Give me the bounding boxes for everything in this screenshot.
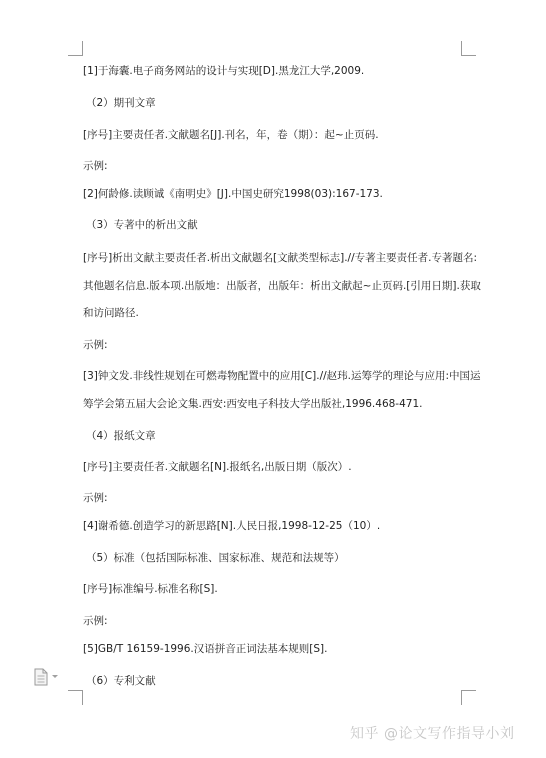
format-rule-book-chapter-line-1: [序号]析出文献主要责任者.析出文献题名[文献类型标志].//专著主要责任者.专著题名:: [83, 252, 478, 264]
margin-corner-top-left: [68, 41, 83, 56]
section-heading-patent: （6）专利文献: [86, 675, 156, 687]
watermark: 知乎 @论文写作指导小刘: [350, 726, 515, 742]
section-heading-standard: （5）标准（包括国际标准、国家标准、规范和法规等）: [86, 552, 345, 564]
section-heading-book-chapter: （3）专著中的析出文献: [86, 219, 198, 231]
reference-example-2: [2]何龄修.读顾诚《南明史》[J].中国史研究1998(03):167-173.: [83, 188, 383, 200]
reference-example-3-line-1: [3]钟文发.非线性规划在可燃毒物配置中的应用[C].//赵玮.运筹学的理论与应用:中国运: [83, 370, 481, 382]
section-heading-journal: （2）期刊文章: [86, 97, 156, 109]
margin-corner-bottom-left: [68, 690, 83, 705]
example-label: 示例:: [83, 492, 108, 504]
format-rule-standard: [序号]标准编号.标准名称[S].: [83, 583, 218, 595]
format-rule-journal: [序号]主要责任者.文献题名[J].刊名，年，卷（期）：起~止页码.: [83, 129, 379, 141]
margin-corner-top-right: [461, 41, 476, 56]
reference-example-5: [5]GB/T 16159-1996.汉语拼音正词法基本规则[S].: [83, 643, 328, 655]
format-rule-book-chapter-line-3: 和访问路径.: [83, 307, 139, 319]
example-label: 示例:: [83, 160, 108, 172]
section-heading-newspaper: （4）报纸文章: [86, 430, 156, 442]
reference-example-3-line-2: 筹学会第五届大会论文集.西安:西安电子科技大学出版社,1996.468-471.: [83, 398, 423, 410]
format-rule-book-chapter-line-2: 其他题名信息.版本项.出版地：出版者，出版年：析出文献起~止页码.[引用日期].获取: [83, 280, 481, 292]
reference-example-1: [1]于海囊.电子商务网站的设计与实现[D].黑龙江大学,2009.: [83, 65, 365, 77]
document-icon[interactable]: [32, 668, 60, 686]
example-label: 示例:: [83, 615, 108, 627]
reference-example-4: [4]谢希德.创造学习的新思路[N].人民日报,1998-12-25（10）.: [83, 520, 381, 532]
format-rule-newspaper: [序号]主要责任者.文献题名[N].报纸名,出版日期（版次）.: [83, 461, 352, 473]
example-label: 示例:: [83, 339, 108, 351]
margin-corner-bottom-right: [461, 690, 476, 705]
